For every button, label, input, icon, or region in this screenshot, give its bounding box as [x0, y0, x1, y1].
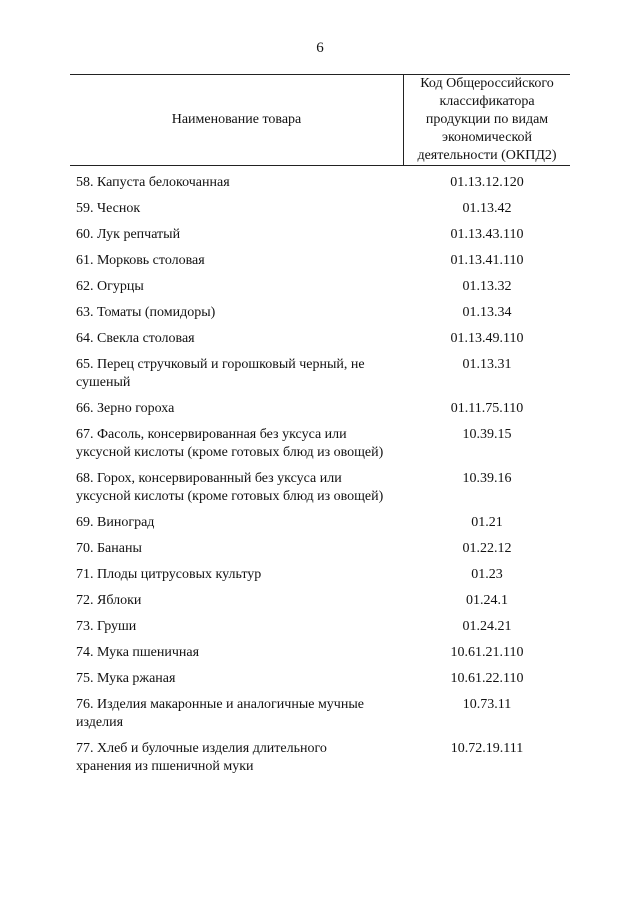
product-name: 77. Хлеб и булочные изделия длительного хранения из пшеничной муки — [76, 741, 327, 774]
product-name: 59. Чеснок — [76, 201, 141, 216]
table-header — [70, 74, 570, 166]
product-name: 66. Зерно гороха — [76, 401, 175, 416]
table-row — [70, 200, 570, 218]
table-row — [70, 252, 570, 270]
product-code: 01.13.12.120 — [450, 175, 524, 190]
product-name: 63. Томаты (помидоры) — [76, 305, 216, 320]
table-row — [70, 618, 570, 636]
product-code: 01.23 — [471, 567, 503, 582]
product-name: 68. Горох, консервированный без уксуса или уксусной кислоты (кроме готовых блюд из овощей) — [76, 471, 384, 504]
column-header-name: Наименование товара — [70, 75, 404, 165]
product-name: 73. Груши — [76, 619, 137, 634]
product-code: 10.73.11 — [462, 697, 512, 712]
product-name: 74. Мука пшеничная — [76, 645, 200, 660]
product-code: 01.13.34 — [462, 305, 512, 320]
table-row — [70, 304, 570, 322]
product-code: 10.72.19.111 — [450, 741, 524, 756]
table-row — [70, 470, 570, 506]
product-code: 01.13.42 — [462, 201, 512, 216]
table-row — [70, 400, 570, 418]
table-row — [70, 174, 570, 192]
table-row — [70, 644, 570, 662]
product-name: 60. Лук репчатый — [76, 227, 181, 242]
product-code: 01.21 — [471, 515, 503, 530]
product-code: 01.13.31 — [462, 357, 512, 372]
product-name: 62. Огурцы — [76, 279, 144, 294]
product-code: 01.11.75.110 — [450, 401, 524, 416]
column-header-code: Код Общероссийского классификатора продукции по видам экономической деятельности (ОКПД2) — [417, 76, 557, 163]
product-name: 72. Яблоки — [76, 593, 142, 608]
product-name: 71. Плоды цитрусовых культур — [76, 567, 262, 582]
product-code: 01.13.43.110 — [450, 227, 524, 242]
table-row — [70, 278, 570, 296]
product-name: 67. Фасоль, консервированная без уксуса или уксусной кислоты (кроме готовых блюд из овощей) — [76, 427, 384, 460]
table-row — [70, 696, 570, 732]
table-row — [70, 356, 570, 392]
product-name: 75. Мука ржаная — [76, 671, 176, 686]
table-row — [70, 514, 570, 532]
product-code: 10.61.21.110 — [450, 645, 524, 660]
table-row — [70, 426, 570, 462]
product-code: 01.13.49.110 — [450, 331, 524, 346]
product-name: 58. Капуста белокочанная — [76, 175, 230, 190]
product-code: 01.13.41.110 — [450, 253, 524, 268]
table-row — [70, 592, 570, 610]
product-name: 65. Перец стручковый и горошковый черный, не сушеный — [76, 357, 365, 390]
table-row — [70, 670, 570, 688]
product-code: 10.39.16 — [462, 471, 512, 486]
product-name: 69. Виноград — [76, 515, 155, 530]
product-code: 01.24.21 — [462, 619, 512, 634]
product-name: 64. Свекла столовая — [76, 331, 195, 346]
table-row — [70, 330, 570, 348]
product-name: 61. Морковь столовая — [76, 253, 205, 268]
product-name: 76. Изделия макаронные и аналогичные мучные изделия — [76, 697, 364, 730]
product-code: 10.39.15 — [462, 427, 512, 442]
product-code: 01.24.1 — [466, 593, 508, 608]
table-body — [70, 174, 570, 776]
product-name: 70. Бананы — [76, 541, 142, 556]
table-row — [70, 226, 570, 244]
table-row — [70, 540, 570, 558]
product-code: 10.61.22.110 — [450, 671, 524, 686]
product-code: 01.22.12 — [462, 541, 512, 556]
product-code: 01.13.32 — [462, 279, 512, 294]
table-row — [70, 740, 570, 776]
table-row — [70, 566, 570, 584]
product-classification-table — [70, 74, 570, 784]
page-number: 6 — [316, 40, 324, 56]
